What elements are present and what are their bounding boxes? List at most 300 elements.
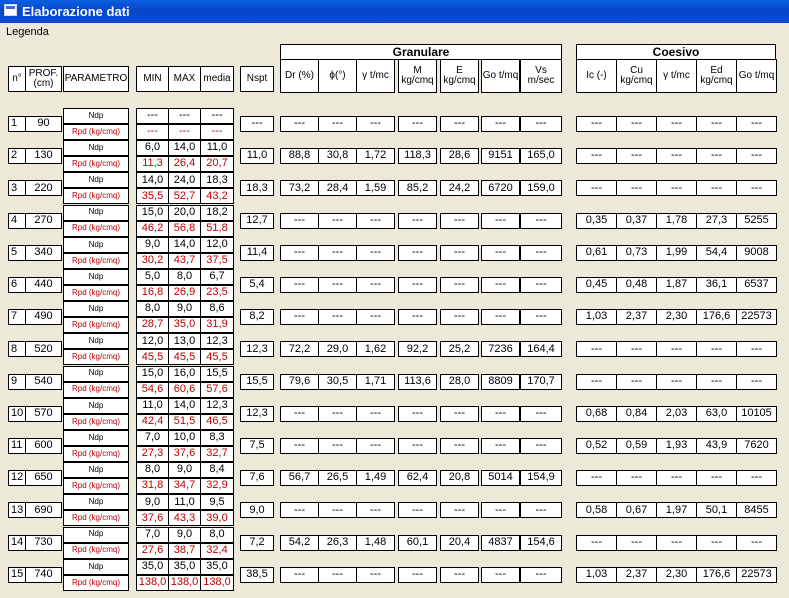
rpd-value: 46,2 bbox=[136, 221, 169, 237]
ndp-value: --- bbox=[200, 108, 234, 124]
granulare-value: --- bbox=[520, 567, 562, 583]
ndp-value: 11,0 bbox=[200, 140, 234, 156]
rpd-value: 37,5 bbox=[200, 253, 234, 269]
granulare-value: --- bbox=[398, 567, 437, 583]
row-depth: 520 bbox=[25, 341, 62, 357]
rpd-value: 37,6 bbox=[168, 446, 201, 462]
nspt-value: 8,2 bbox=[240, 309, 274, 325]
col-header-nspt: Nspt bbox=[240, 66, 274, 92]
nspt-value: --- bbox=[240, 116, 274, 132]
coesivo-value: --- bbox=[576, 116, 617, 132]
rpd-value: 43,2 bbox=[200, 188, 234, 204]
granulare-value: 26,3 bbox=[318, 535, 357, 551]
coesivo-value: --- bbox=[696, 148, 737, 164]
coesivo-value: --- bbox=[696, 116, 737, 132]
granulare-value: --- bbox=[318, 567, 357, 583]
nspt-value: 7,2 bbox=[240, 535, 274, 551]
coesivo-value: --- bbox=[696, 341, 737, 357]
col-header-max: MAX bbox=[168, 66, 201, 92]
granulare-value: --- bbox=[356, 277, 395, 293]
granulare-value: 30,8 bbox=[318, 148, 357, 164]
coesivo-value: 22573 bbox=[736, 309, 777, 325]
param-label-rpd: Rpd (kg/cmq) bbox=[63, 156, 129, 172]
param-label-ndp: Ndp bbox=[63, 205, 129, 221]
coesivo-value: --- bbox=[616, 374, 657, 390]
param-label-ndp: Ndp bbox=[63, 237, 129, 253]
coesivo-value: 0,68 bbox=[576, 406, 617, 422]
granulare-value: 73,2 bbox=[280, 180, 319, 196]
param-label-ndp: Ndp bbox=[63, 269, 129, 285]
coesivo-value: --- bbox=[576, 374, 617, 390]
coesivo-value: 36,1 bbox=[696, 277, 737, 293]
rpd-value: 45,5 bbox=[200, 349, 234, 365]
coesivo-value: 0,58 bbox=[576, 502, 617, 518]
coesivo-col-header: γ t/mc bbox=[656, 59, 697, 93]
rpd-value: 38,7 bbox=[168, 543, 201, 559]
granulare-value: --- bbox=[481, 502, 520, 518]
granulare-value: --- bbox=[520, 309, 562, 325]
rpd-value: 39,0 bbox=[200, 510, 234, 526]
param-label-ndp: Ndp bbox=[63, 398, 129, 414]
ndp-value: 11,0 bbox=[136, 398, 169, 414]
nspt-value: 11,0 bbox=[240, 148, 274, 164]
coesivo-value: 0,73 bbox=[616, 245, 657, 261]
granulare-value: --- bbox=[440, 567, 479, 583]
granulare-value: 25,2 bbox=[440, 341, 479, 357]
rpd-value: 57,6 bbox=[200, 382, 234, 398]
ndp-value: 14,0 bbox=[168, 398, 201, 414]
granulare-value: 154,9 bbox=[520, 470, 562, 486]
nspt-value: 7,5 bbox=[240, 438, 274, 454]
window-icon bbox=[4, 4, 17, 16]
rpd-value: 32,9 bbox=[200, 478, 234, 494]
granulare-value: --- bbox=[280, 406, 319, 422]
param-label-rpd: Rpd (kg/cmq) bbox=[63, 349, 129, 365]
granulare-value: 164,4 bbox=[520, 341, 562, 357]
ndp-value: 8,4 bbox=[200, 462, 234, 478]
coesivo-value: 22573 bbox=[736, 567, 777, 583]
granulare-value: --- bbox=[440, 438, 479, 454]
param-label-rpd: Rpd (kg/cmq) bbox=[63, 253, 129, 269]
granulare-value: --- bbox=[440, 116, 479, 132]
rpd-value: 11,3 bbox=[136, 156, 169, 172]
rpd-value: 32,4 bbox=[200, 543, 234, 559]
coesivo-value: 176,6 bbox=[696, 309, 737, 325]
granulare-value: --- bbox=[280, 438, 319, 454]
rpd-value: --- bbox=[168, 124, 201, 140]
nspt-value: 18,3 bbox=[240, 180, 274, 196]
row-depth: 440 bbox=[25, 277, 62, 293]
coesivo-value: 1,87 bbox=[656, 277, 697, 293]
rpd-value: 30,2 bbox=[136, 253, 169, 269]
granulare-value: 60,1 bbox=[398, 535, 437, 551]
granulare-value: 29,0 bbox=[318, 341, 357, 357]
granulare-value: --- bbox=[398, 116, 437, 132]
granulare-value: 28,6 bbox=[440, 148, 479, 164]
row-number: 15 bbox=[8, 567, 26, 583]
coesivo-value: --- bbox=[736, 470, 777, 486]
coesivo-value: --- bbox=[656, 148, 697, 164]
granulare-value: 28,4 bbox=[318, 180, 357, 196]
coesivo-value: 54,4 bbox=[696, 245, 737, 261]
rpd-value: 56,8 bbox=[168, 221, 201, 237]
ndp-value: 7,0 bbox=[136, 430, 169, 446]
coesivo-value: --- bbox=[616, 535, 657, 551]
granulare-value: --- bbox=[481, 438, 520, 454]
coesivo-value: 63,0 bbox=[696, 406, 737, 422]
ndp-value: 15,0 bbox=[136, 366, 169, 382]
coesivo-value: 176,6 bbox=[696, 567, 737, 583]
granulare-value: 165,0 bbox=[520, 148, 562, 164]
row-number: 2 bbox=[8, 148, 26, 164]
granulare-value: 85,2 bbox=[398, 180, 437, 196]
rpd-value: 46,5 bbox=[200, 414, 234, 430]
rpd-value: 27,3 bbox=[136, 446, 169, 462]
granulare-value: --- bbox=[398, 406, 437, 422]
rpd-value: 26,4 bbox=[168, 156, 201, 172]
rpd-value: 43,7 bbox=[168, 253, 201, 269]
coesivo-value: --- bbox=[616, 148, 657, 164]
coesivo-value: 10105 bbox=[736, 406, 777, 422]
ndp-value: 14,0 bbox=[136, 172, 169, 188]
row-depth: 540 bbox=[25, 374, 62, 390]
coesivo-value: 1,97 bbox=[656, 502, 697, 518]
granulare-value: --- bbox=[318, 502, 357, 518]
param-label-rpd: Rpd (kg/cmq) bbox=[63, 510, 129, 526]
coesivo-value: --- bbox=[576, 341, 617, 357]
coesivo-value: 2,37 bbox=[616, 567, 657, 583]
granulare-value: --- bbox=[356, 438, 395, 454]
granulare-value: --- bbox=[481, 277, 520, 293]
ndp-value: --- bbox=[168, 108, 201, 124]
row-depth: 490 bbox=[25, 309, 62, 325]
coesivo-value: 0,61 bbox=[576, 245, 617, 261]
nspt-value: 38,5 bbox=[240, 567, 274, 583]
ndp-value: 8,0 bbox=[136, 462, 169, 478]
ndp-value: 13,0 bbox=[168, 333, 201, 349]
granulare-value: --- bbox=[356, 213, 395, 229]
granulare-value: --- bbox=[398, 245, 437, 261]
granulare-value: --- bbox=[280, 502, 319, 518]
row-number: 14 bbox=[8, 535, 26, 551]
param-label-rpd: Rpd (kg/cmq) bbox=[63, 414, 129, 430]
coesivo-value: --- bbox=[696, 470, 737, 486]
nspt-value: 11,4 bbox=[240, 245, 274, 261]
ndp-value: 14,0 bbox=[168, 237, 201, 253]
coesivo-value: --- bbox=[736, 374, 777, 390]
rpd-value: 54,6 bbox=[136, 382, 169, 398]
granulare-value: --- bbox=[280, 567, 319, 583]
coesivo-value: --- bbox=[736, 535, 777, 551]
coesivo-col-header: Ic (-) bbox=[576, 59, 617, 93]
title-bar bbox=[0, 0, 789, 23]
coesivo-value: --- bbox=[576, 535, 617, 551]
ndp-value: 16,0 bbox=[168, 366, 201, 382]
rpd-value: 34,7 bbox=[168, 478, 201, 494]
granulare-value: --- bbox=[520, 116, 562, 132]
granulare-value: --- bbox=[440, 502, 479, 518]
coesivo-value: 0,45 bbox=[576, 277, 617, 293]
row-depth: 220 bbox=[25, 180, 62, 196]
granulare-col-header: Vs m/sec bbox=[520, 59, 562, 93]
coesivo-value: --- bbox=[656, 535, 697, 551]
ndp-value: 18,3 bbox=[200, 172, 234, 188]
ndp-value: 8,0 bbox=[200, 527, 234, 543]
row-number: 6 bbox=[8, 277, 26, 293]
rpd-value: 16,8 bbox=[136, 285, 169, 301]
granulare-value: --- bbox=[398, 438, 437, 454]
col-header-parametro: PARAMETRO bbox=[63, 66, 129, 92]
granulare-value: --- bbox=[318, 309, 357, 325]
granulare-value: 9151 bbox=[481, 148, 520, 164]
param-label-rpd: Rpd (kg/cmq) bbox=[63, 478, 129, 494]
ndp-value: 5,0 bbox=[136, 269, 169, 285]
granulare-value: 1,62 bbox=[356, 341, 395, 357]
coesivo-value: 0,52 bbox=[576, 438, 617, 454]
nspt-value: 15,5 bbox=[240, 374, 274, 390]
row-depth: 570 bbox=[25, 406, 62, 422]
row-depth: 650 bbox=[25, 470, 62, 486]
ndp-value: 9,0 bbox=[136, 237, 169, 253]
param-label-ndp: Ndp bbox=[63, 172, 129, 188]
ndp-value: 20,0 bbox=[168, 205, 201, 221]
row-number: 12 bbox=[8, 470, 26, 486]
granulare-col-header: Go t/mq bbox=[481, 59, 520, 93]
ndp-value: 8,0 bbox=[136, 301, 169, 317]
granulare-value: --- bbox=[520, 502, 562, 518]
param-label-rpd: Rpd (kg/cmq) bbox=[63, 124, 129, 140]
coesivo-value: 9008 bbox=[736, 245, 777, 261]
granulare-value: 24,2 bbox=[440, 180, 479, 196]
rpd-value: 51,8 bbox=[200, 221, 234, 237]
coesivo-col-header: Cu kg/cmq bbox=[616, 59, 657, 93]
granulare-value: 159,0 bbox=[520, 180, 562, 196]
coesivo-value: 50,1 bbox=[696, 502, 737, 518]
granulare-value: --- bbox=[398, 502, 437, 518]
coesivo-value: --- bbox=[616, 470, 657, 486]
ndp-value: 15,0 bbox=[136, 205, 169, 221]
granulare-col-header: Dr (%) bbox=[280, 59, 319, 93]
ndp-value: 10,0 bbox=[168, 430, 201, 446]
granulare-value: --- bbox=[481, 245, 520, 261]
coesivo-value: --- bbox=[616, 180, 657, 196]
granulare-value: 1,48 bbox=[356, 535, 395, 551]
granulare-value: --- bbox=[318, 116, 357, 132]
coesivo-value: --- bbox=[576, 148, 617, 164]
rpd-value: 35,5 bbox=[136, 188, 169, 204]
param-label-rpd: Rpd (kg/cmq) bbox=[63, 446, 129, 462]
param-label-rpd: Rpd (kg/cmq) bbox=[63, 188, 129, 204]
row-number: 8 bbox=[8, 341, 26, 357]
col-header-media: media bbox=[200, 66, 234, 92]
rpd-value: 26,9 bbox=[168, 285, 201, 301]
nspt-value: 7,6 bbox=[240, 470, 274, 486]
ndp-value: 35,0 bbox=[136, 559, 169, 575]
granulare-value: 6720 bbox=[481, 180, 520, 196]
granulare-value: --- bbox=[440, 277, 479, 293]
row-number: 13 bbox=[8, 502, 26, 518]
granulare-value: --- bbox=[481, 116, 520, 132]
coesivo-value: 0,67 bbox=[616, 502, 657, 518]
granulare-value: --- bbox=[481, 406, 520, 422]
ndp-value: 6,7 bbox=[200, 269, 234, 285]
nspt-value: 12,3 bbox=[240, 406, 274, 422]
granulare-value: 62,4 bbox=[398, 470, 437, 486]
ndp-value: 8,6 bbox=[200, 301, 234, 317]
coesivo-value: --- bbox=[616, 341, 657, 357]
param-label-rpd: Rpd (kg/cmq) bbox=[63, 221, 129, 237]
granulare-value: --- bbox=[280, 245, 319, 261]
coesivo-value: 43,9 bbox=[696, 438, 737, 454]
granulare-value: --- bbox=[440, 309, 479, 325]
param-label-ndp: Ndp bbox=[63, 108, 129, 124]
granulare-value: --- bbox=[520, 438, 562, 454]
rpd-value: 31,9 bbox=[200, 317, 234, 333]
rpd-value: 27,6 bbox=[136, 543, 169, 559]
coesivo-value: 1,99 bbox=[656, 245, 697, 261]
col-header-min: MIN bbox=[136, 66, 169, 92]
param-label-ndp: Ndp bbox=[63, 140, 129, 156]
rpd-value: 35,0 bbox=[168, 317, 201, 333]
ndp-value: 15,5 bbox=[200, 366, 234, 382]
nspt-value: 9,0 bbox=[240, 502, 274, 518]
ndp-value: 8,0 bbox=[168, 269, 201, 285]
granulare-value: 1,72 bbox=[356, 148, 395, 164]
granulare-value: --- bbox=[398, 213, 437, 229]
coesivo-value: --- bbox=[736, 341, 777, 357]
rpd-value: --- bbox=[200, 124, 234, 140]
row-depth: 340 bbox=[25, 245, 62, 261]
granulare-value: --- bbox=[356, 502, 395, 518]
ndp-value: 11,0 bbox=[168, 494, 201, 510]
granulare-value: --- bbox=[481, 213, 520, 229]
param-label-rpd: Rpd (kg/cmq) bbox=[63, 285, 129, 301]
row-depth: 740 bbox=[25, 567, 62, 583]
granulare-col-header: γ t/mc bbox=[356, 59, 395, 93]
coesivo-value: 1,78 bbox=[656, 213, 697, 229]
coesivo-value: 2,37 bbox=[616, 309, 657, 325]
granulare-value: --- bbox=[520, 277, 562, 293]
menu-item-legenda[interactable]: Legenda bbox=[6, 26, 49, 38]
param-label-rpd: Rpd (kg/cmq) bbox=[63, 382, 129, 398]
coesivo-group-header: Coesivo bbox=[576, 44, 776, 60]
granulare-value: --- bbox=[318, 245, 357, 261]
window-title: Elaborazione dati bbox=[22, 4, 130, 19]
rpd-value: 32,7 bbox=[200, 446, 234, 462]
rpd-value: 45,5 bbox=[136, 349, 169, 365]
ndp-value: 6,0 bbox=[136, 140, 169, 156]
granulare-value: --- bbox=[520, 406, 562, 422]
row-number: 9 bbox=[8, 374, 26, 390]
coesivo-value: --- bbox=[616, 116, 657, 132]
row-depth: 270 bbox=[25, 213, 62, 229]
coesivo-value: 0,59 bbox=[616, 438, 657, 454]
granulare-value: 20,4 bbox=[440, 535, 479, 551]
granulare-value: 28,0 bbox=[440, 374, 479, 390]
coesivo-value: --- bbox=[696, 180, 737, 196]
coesivo-value: 5255 bbox=[736, 213, 777, 229]
ndp-value: 8,3 bbox=[200, 430, 234, 446]
granulare-value: 118,3 bbox=[398, 148, 437, 164]
ndp-value: 35,0 bbox=[168, 559, 201, 575]
coesivo-value: 0,37 bbox=[616, 213, 657, 229]
granulare-value: 5014 bbox=[481, 470, 520, 486]
coesivo-value: 2,30 bbox=[656, 567, 697, 583]
ndp-value: 7,0 bbox=[136, 527, 169, 543]
granulare-value: --- bbox=[280, 213, 319, 229]
rpd-value: 52,7 bbox=[168, 188, 201, 204]
rpd-value: 138,0 bbox=[168, 575, 201, 591]
row-number: 5 bbox=[8, 245, 26, 261]
ndp-value: 12,0 bbox=[200, 237, 234, 253]
granulare-value: --- bbox=[356, 567, 395, 583]
rpd-value: 31,8 bbox=[136, 478, 169, 494]
param-label-ndp: Ndp bbox=[63, 462, 129, 478]
row-depth: 690 bbox=[25, 502, 62, 518]
granulare-value: --- bbox=[356, 406, 395, 422]
rpd-value: 37,6 bbox=[136, 510, 169, 526]
granulare-value: 154,6 bbox=[520, 535, 562, 551]
granulare-value: --- bbox=[520, 245, 562, 261]
coesivo-value: --- bbox=[656, 180, 697, 196]
granulare-value: 170,7 bbox=[520, 374, 562, 390]
rpd-value: --- bbox=[136, 124, 169, 140]
rpd-value: 51,5 bbox=[168, 414, 201, 430]
rpd-value: 45,5 bbox=[168, 349, 201, 365]
granulare-value: 8809 bbox=[481, 374, 520, 390]
granulare-value: --- bbox=[481, 567, 520, 583]
row-number: 10 bbox=[8, 406, 26, 422]
granulare-value: --- bbox=[398, 309, 437, 325]
granulare-value: --- bbox=[318, 406, 357, 422]
granulare-value: 26,5 bbox=[318, 470, 357, 486]
coesivo-value: 27,3 bbox=[696, 213, 737, 229]
rpd-value: 28,7 bbox=[136, 317, 169, 333]
param-label-ndp: Ndp bbox=[63, 333, 129, 349]
granulare-value: --- bbox=[318, 213, 357, 229]
row-depth: 600 bbox=[25, 438, 62, 454]
coesivo-value: 0,35 bbox=[576, 213, 617, 229]
granulare-value: --- bbox=[318, 438, 357, 454]
param-label-ndp: Ndp bbox=[63, 559, 129, 575]
param-label-ndp: Ndp bbox=[63, 430, 129, 446]
granulare-value: 1,71 bbox=[356, 374, 395, 390]
granulare-value: 113,6 bbox=[398, 374, 437, 390]
granulare-value: 4837 bbox=[481, 535, 520, 551]
granulare-value: 56,7 bbox=[280, 470, 319, 486]
coesivo-value: 6537 bbox=[736, 277, 777, 293]
coesivo-value: --- bbox=[576, 180, 617, 196]
ndp-value: 12,3 bbox=[200, 398, 234, 414]
rpd-value: 20,7 bbox=[200, 156, 234, 172]
granulare-value: --- bbox=[356, 309, 395, 325]
rpd-value: 138,0 bbox=[136, 575, 169, 591]
coesivo-value: 0,84 bbox=[616, 406, 657, 422]
granulare-value: 92,2 bbox=[398, 341, 437, 357]
granulare-value: --- bbox=[440, 406, 479, 422]
coesivo-value: --- bbox=[696, 535, 737, 551]
ndp-value: --- bbox=[136, 108, 169, 124]
coesivo-value: --- bbox=[656, 116, 697, 132]
row-number: 4 bbox=[8, 213, 26, 229]
param-label-rpd: Rpd (kg/cmq) bbox=[63, 543, 129, 559]
coesivo-value: 2,03 bbox=[656, 406, 697, 422]
coesivo-value: 1,93 bbox=[656, 438, 697, 454]
granulare-group-header: Granulare bbox=[280, 44, 562, 60]
menu-bar bbox=[0, 23, 789, 41]
granulare-value: --- bbox=[280, 309, 319, 325]
granulare-value: 88,8 bbox=[280, 148, 319, 164]
